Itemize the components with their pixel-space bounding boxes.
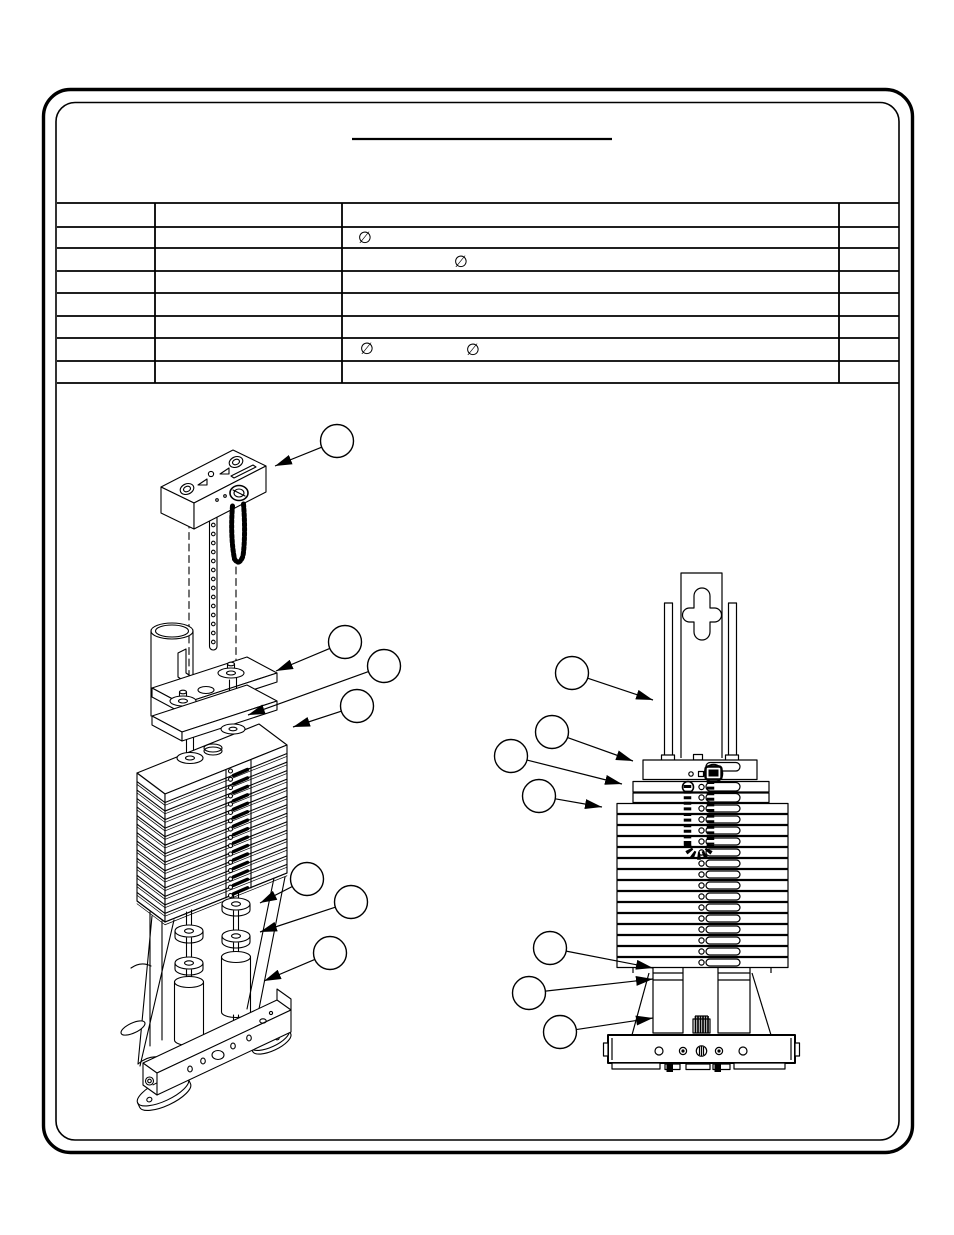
callout-balloon — [329, 626, 362, 659]
callout-leader — [568, 738, 633, 761]
callout-balloon — [341, 690, 374, 723]
callout-leader — [276, 648, 330, 671]
callout-leader — [588, 678, 653, 700]
callout-balloon — [368, 650, 401, 683]
upper-thin-plates — [633, 782, 769, 803]
callout-balloon — [314, 937, 347, 970]
callout-balloon — [556, 657, 589, 690]
top-channel-bracket — [681, 573, 722, 758]
ribbed-block — [693, 1016, 710, 1033]
outer-border — [44, 90, 913, 1153]
callout-leader — [555, 799, 602, 807]
callout-balloon — [544, 1016, 577, 1049]
callout-balloon — [523, 780, 556, 813]
callout-leader — [576, 1018, 653, 1030]
selector-rod — [210, 499, 218, 650]
weight-stack — [137, 724, 287, 925]
warning-tag-chain — [232, 504, 245, 562]
callout-balloon — [321, 425, 354, 458]
rail-feet — [612, 1063, 785, 1072]
diameter-symbol: ∅ — [454, 252, 468, 271]
callout-leader — [260, 887, 292, 903]
figure-exploded-view — [119, 450, 294, 1116]
callout-leader — [275, 447, 322, 466]
top-plate — [161, 450, 266, 529]
callout-balloon — [536, 716, 569, 749]
bumper-right — [718, 973, 750, 1033]
bumper-left — [653, 973, 683, 1033]
callout-leader — [545, 979, 653, 991]
callout-balloon — [291, 863, 324, 896]
callout-balloon — [513, 977, 546, 1010]
top-plate-front — [643, 760, 757, 783]
callout-leader — [264, 959, 315, 981]
callout-leader — [293, 711, 341, 727]
base-rail-front — [604, 1035, 800, 1072]
diameter-symbol: ∅ — [466, 340, 480, 359]
diameter-symbol: ∅ — [360, 339, 374, 358]
callout-balloon — [495, 740, 528, 773]
callout-balloon — [534, 932, 567, 965]
weight-plates-front — [617, 804, 788, 968]
base-beam — [143, 989, 291, 1095]
figure-front-view — [604, 573, 800, 1072]
callout-balloon — [335, 886, 368, 919]
shackle — [230, 486, 248, 501]
diameter-symbol: ∅ — [358, 228, 372, 247]
callout-leader — [260, 907, 335, 932]
stack-base-supports — [632, 968, 771, 1036]
